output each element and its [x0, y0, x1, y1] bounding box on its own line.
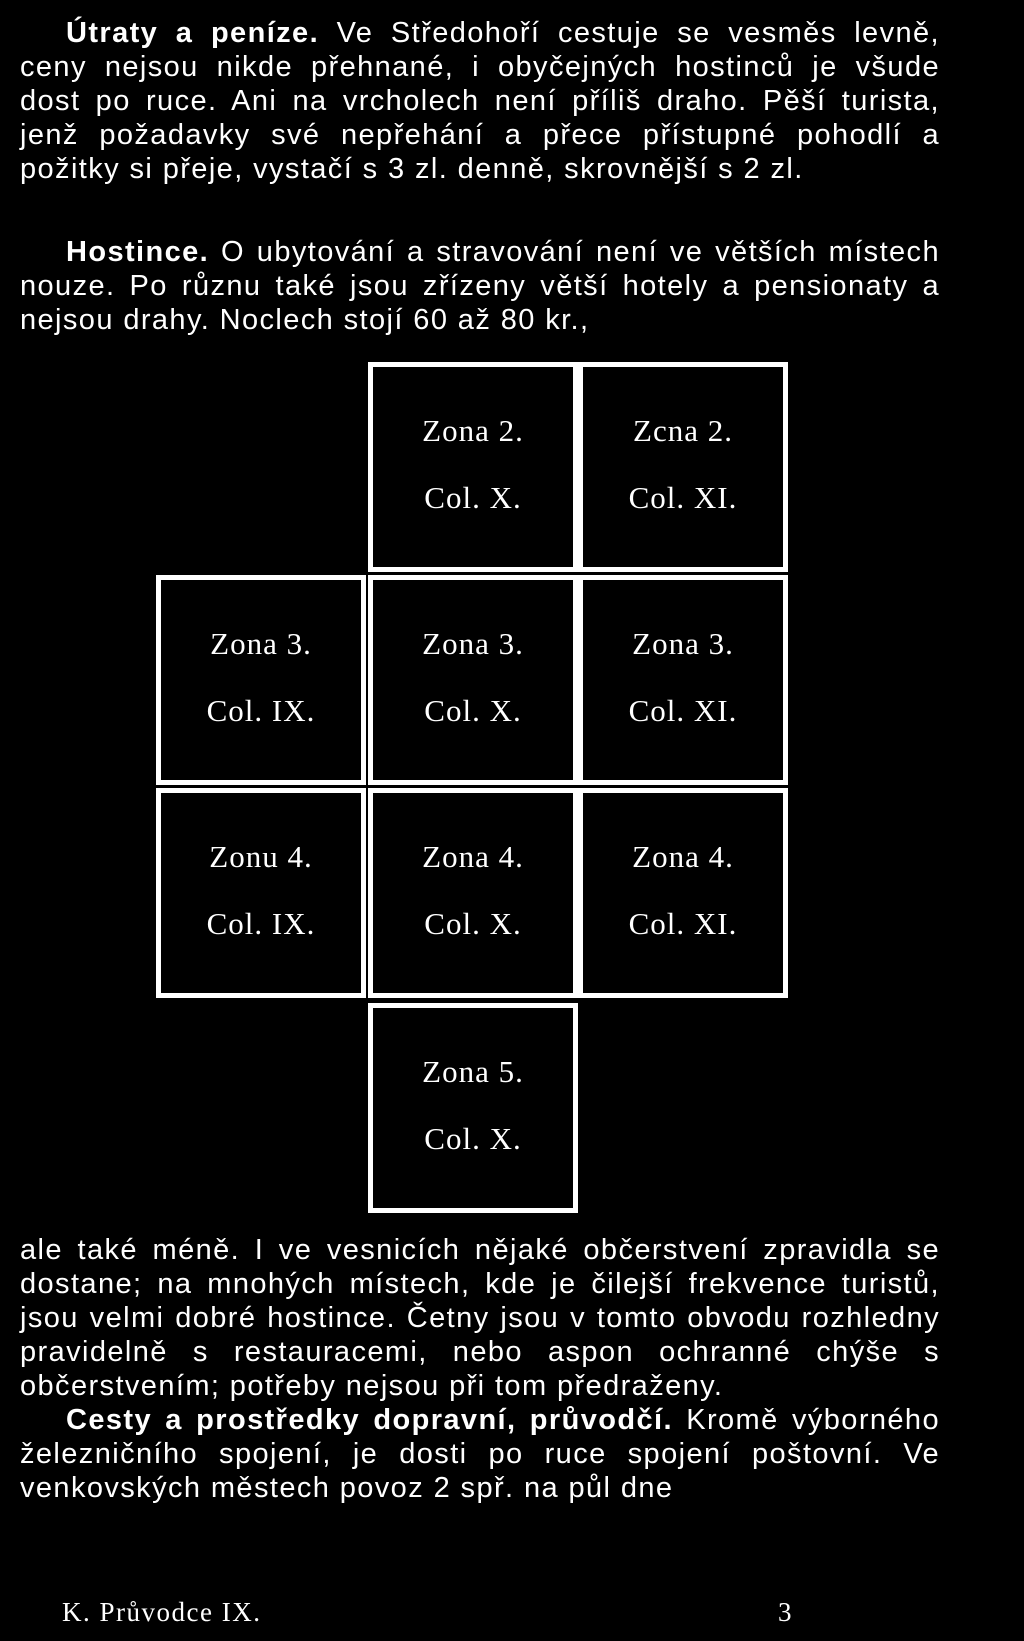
zone-label: Zona 3.: [632, 626, 734, 661]
paragraph-transport-text: Kromě výborného železničního spojení, je dosti po ruce spojení poštovní. Ve venkovských městech povoz 2 spř. na půl dne: [20, 1404, 940, 1504]
paragraph-inns-continued: [20, 1233, 940, 1403]
zone-label: Zonu 4.: [209, 839, 313, 874]
map-cell: [578, 575, 788, 785]
zone-label: Zcna 2.: [633, 413, 733, 448]
column-label: Col. X.: [424, 906, 522, 941]
map-cell: [368, 362, 578, 572]
map-cell: [578, 362, 788, 572]
paragraph-transport: [20, 1403, 940, 1505]
column-label: Col. X.: [424, 480, 522, 515]
map-cell: [156, 788, 366, 998]
column-label: Col. IX.: [206, 693, 316, 728]
column-label: Col. X.: [424, 1121, 522, 1156]
zone-label: Zona 3.: [422, 626, 524, 661]
column-label: Col. IX.: [206, 906, 316, 941]
map-cell: [368, 575, 578, 785]
column-label: Col. XI.: [628, 693, 738, 728]
paragraph-expenses-text: Ve Středohoří cestuje se vesměs levně, ceny nejsou nikde přehnané, i obyčejných hostinců je všude dost po ruce. Ani na vrcholech není příliš draho. Pěší turista, jenž požadavky své nepřehání a přece přístupné pohodlí a požitky si přeje, vystačí s 3 zl. denně, skrovnější s 2 zl.: [20, 17, 940, 185]
zone-label: Zona 2.: [422, 413, 524, 448]
zone-label: Zona 4.: [422, 839, 524, 874]
footer-signature: K. Průvodce IX.: [62, 1597, 262, 1627]
heading-inns: Hostince.: [66, 236, 210, 268]
heading-transport: Cesty a prostředky dopravní, průvodčí.: [66, 1404, 673, 1436]
heading-expenses: Útraty a peníze.: [66, 17, 320, 49]
map-cell: [368, 788, 578, 998]
map-cell: [578, 788, 788, 998]
zone-label: Zona 5.: [422, 1054, 524, 1089]
column-label: Col. X.: [424, 693, 522, 728]
zone-label: Zona 4.: [632, 839, 734, 874]
paragraph-inns-text: O ubytování a stravování není ve větších místech nouze. Po různu také jsou zřízeny větší hotely a pensionaty a nejsou drahy. Noclech stojí 60 až 80 kr.,: [20, 236, 940, 336]
page-number: 3: [778, 1597, 793, 1627]
paragraph-inns-continued-text: ale také méně. I ve vesnicích nějaké občerstvení zpravidla se dostane; na mnohých místech, kde je čilejší frekvence turistů, jsou velmi dobré hostince. Četny jsou v tomto obvodu rozhledny pravidelně s restauracemi, nebo aspon ochranné chýše s občerstvením; potřeby nejsou při tom předraženy.: [20, 1234, 940, 1402]
column-label: Col. XI.: [628, 480, 738, 515]
zone-label: Zona 3.: [210, 626, 312, 661]
map-cell: [368, 1003, 578, 1213]
column-label: Col. XI.: [628, 906, 738, 941]
map-cell: [156, 575, 366, 785]
